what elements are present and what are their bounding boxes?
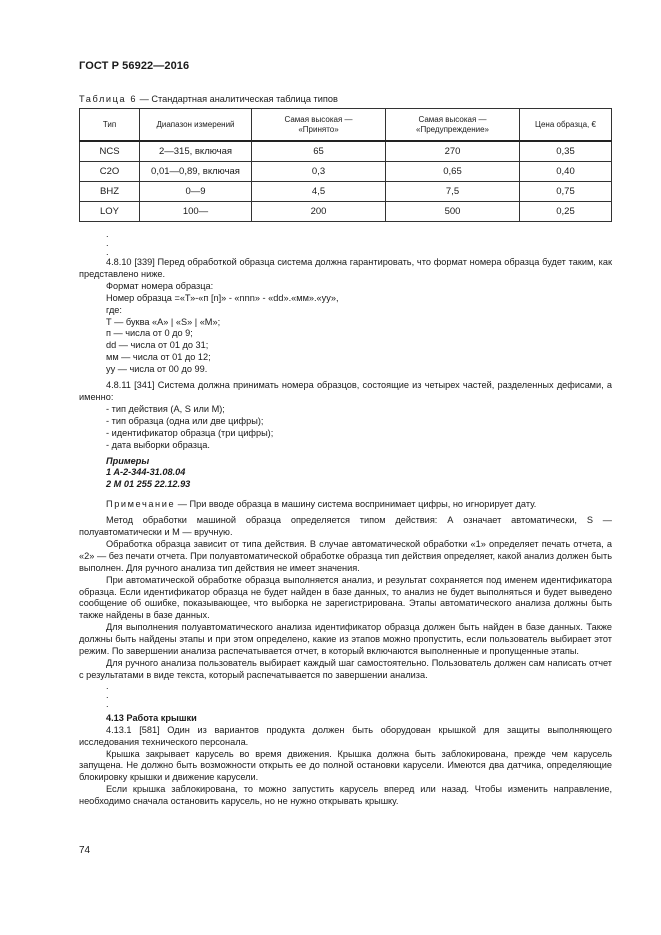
note-lead: Примечание bbox=[106, 499, 176, 510]
ellipsis-dot: . bbox=[106, 238, 109, 248]
table-caption bbox=[79, 94, 338, 106]
example-1: 1 A-2-344-31.08.04 bbox=[106, 467, 186, 478]
paragraph-lid-1: Крышка закрывает карусель во время движения. Крышка должна быть заблокирована, прежде чем карусель запущена. Не должно быть возможности открыть ее до полной остановки карусели. Имеются два датчика, определяющие блокировку крышки и движение карусели. bbox=[79, 748, 612, 783]
table-caption-title: — Стандартная аналитическая таблица типов bbox=[137, 94, 338, 104]
table-cell: NCS bbox=[80, 141, 140, 162]
list-item: - дата выборки образца. bbox=[106, 439, 210, 450]
example-2: 2 M 01 255 22.12.93 bbox=[106, 479, 191, 490]
table-cell: 0,40 bbox=[520, 162, 612, 182]
examples-title: Примеры bbox=[106, 455, 150, 466]
table-cell: 4,5 bbox=[252, 182, 386, 202]
note-text: — При вводе образца в машину система воспринимает цифры, но игнорирует дату. bbox=[175, 499, 537, 510]
ellipsis-dot: . bbox=[106, 229, 109, 239]
page-number: 74 bbox=[79, 845, 91, 856]
ellipsis-dot: . bbox=[106, 680, 109, 691]
definition-dd: dd — числа от 01 до 31; bbox=[106, 340, 209, 351]
list-item: - идентификатор образца (три цифры); bbox=[106, 427, 274, 438]
note bbox=[79, 499, 612, 511]
paragraph-method: Метод обработки машиной образца определяется типом действия: А означает автоматически, S — полуавтоматически и М — вручную. bbox=[79, 515, 612, 538]
table-row bbox=[80, 202, 612, 222]
paragraph-manual: Для ручного анализа пользователь выбирает каждый шаг самостоятельно. Пользователь должен сам написать отчет с результатами в виде текста, который распечатывается по завершении анализа. bbox=[79, 658, 612, 680]
table-cell: 7,5 bbox=[386, 182, 520, 202]
definition-mm: мм — числа от 01 до 12; bbox=[106, 352, 211, 363]
table-row bbox=[80, 182, 612, 202]
table-cell: 100— bbox=[140, 202, 252, 222]
table-cell: 200 bbox=[252, 202, 386, 222]
table-cell: 65 bbox=[252, 141, 386, 162]
col-header-type: Тип bbox=[80, 109, 140, 142]
table-cell: 0,65 bbox=[386, 162, 520, 182]
table-cell: 0,35 bbox=[520, 141, 612, 162]
col-header-range: Диапазон измерений bbox=[140, 109, 252, 142]
table-cell: 0,3 bbox=[252, 162, 386, 182]
format-line: Номер образца =«Т»-«п [n]» - «nnn» - «dd».«мм».«yy», bbox=[106, 292, 339, 303]
types-table bbox=[79, 108, 612, 222]
definition-n: п — числа от 0 до 9; bbox=[106, 328, 193, 339]
table-cell: 0,75 bbox=[520, 182, 612, 202]
where-label: где: bbox=[106, 304, 122, 315]
table-row bbox=[80, 162, 612, 182]
table-cell: 0—9 bbox=[140, 182, 252, 202]
col-header-price: Цена образца, € bbox=[520, 109, 612, 142]
table-cell: 0,01—0,89, включая bbox=[140, 162, 252, 182]
definition-t: Т — буква «А» | «S» | «М»; bbox=[106, 316, 221, 327]
list-item: - тип образца (одна или две цифры); bbox=[106, 415, 264, 426]
list-item: - тип действия (A, S или M); bbox=[106, 403, 225, 414]
ellipsis-dot: . bbox=[106, 689, 109, 700]
paragraph-lid-2: Если крышка заблокирована, то можно запустить карусель вперед или назад. Чтобы изменить направление, необходимо сначала остановить карусель, но не нужно открывать крышку. bbox=[79, 784, 612, 807]
table-cell: LOY bbox=[80, 202, 140, 222]
section-title-4-13: 4.13 Работа крышки bbox=[106, 712, 197, 723]
table-cell: C2O bbox=[80, 162, 140, 182]
paragraph-4-13-1: 4.13.1 [581] Один из вариантов продукта должен быть оборудован крышкой для защиты выполняющего исследования технического персонала. bbox=[79, 724, 612, 747]
paragraph-4-8-11: 4.8.11 [341] Система должна принимать номера образцов, состоящие из четырех частей, разделенных дефисами, а именно: bbox=[79, 380, 612, 402]
definition-yy: yy — числа от 00 до 99. bbox=[106, 364, 208, 375]
paragraph-semi: Для выполнения полуавтоматического анализа идентификатор образца должен быть найден в базе данных. Также должны быть найдены этапы и при этом определено, какие из этапов можно пропустить, если пользователь выбирает этот режим. По завершении анализа распечатывается отчет, в который включаются выполненные и пропущенные этапы. bbox=[79, 622, 612, 657]
table-row bbox=[80, 141, 612, 162]
col-header-warning: Самая высокая — «Предупреждение» bbox=[386, 109, 520, 142]
ellipsis-dot: . bbox=[106, 247, 109, 257]
format-title: Формат номера образца: bbox=[106, 280, 214, 291]
table-cell: BHZ bbox=[80, 182, 140, 202]
table-header-row bbox=[80, 109, 612, 142]
body-text bbox=[79, 230, 612, 808]
table-cell: 2—315, включая bbox=[140, 141, 252, 162]
paragraph-auto: При автоматической обработке образца выполняется анализ, и результат сохраняется под именем идентификатора образца. Если идентификатор образца не будет найден в базе данных, то анализ не будет выполняться и будет выведено сообщение об ошибке, показывающее, что выборка не зарегистрирована. Этапы автоматического анализа должны быть также найдены в базе данных. bbox=[79, 574, 612, 621]
col-header-accepted: Самая высокая — «Принято» bbox=[252, 109, 386, 142]
ellipsis-dot: . bbox=[106, 698, 109, 709]
table-cell: 0,25 bbox=[520, 202, 612, 222]
paragraph-4-8-10: 4.8.10 [339] Перед обработкой образца система должна гарантировать, что формат номера образца будет таким, как представлено ниже. bbox=[79, 257, 612, 279]
table-cell: 500 bbox=[386, 202, 520, 222]
paragraph-processing: Обработка образца зависит от типа действия. В случае автоматической обработки «1» определяет печать отчета, а «2» — без печати отчета. При полуавтоматической обработке образца тип действия определяет, какой анализ должен быть выполнен. Для ручного анализа тип действия не имеет значения. bbox=[79, 538, 612, 573]
table-cell: 270 bbox=[386, 141, 520, 162]
document-header: ГОСТ Р 56922—2016 bbox=[79, 60, 190, 72]
table-caption-lead: Таблица 6 bbox=[79, 94, 138, 104]
